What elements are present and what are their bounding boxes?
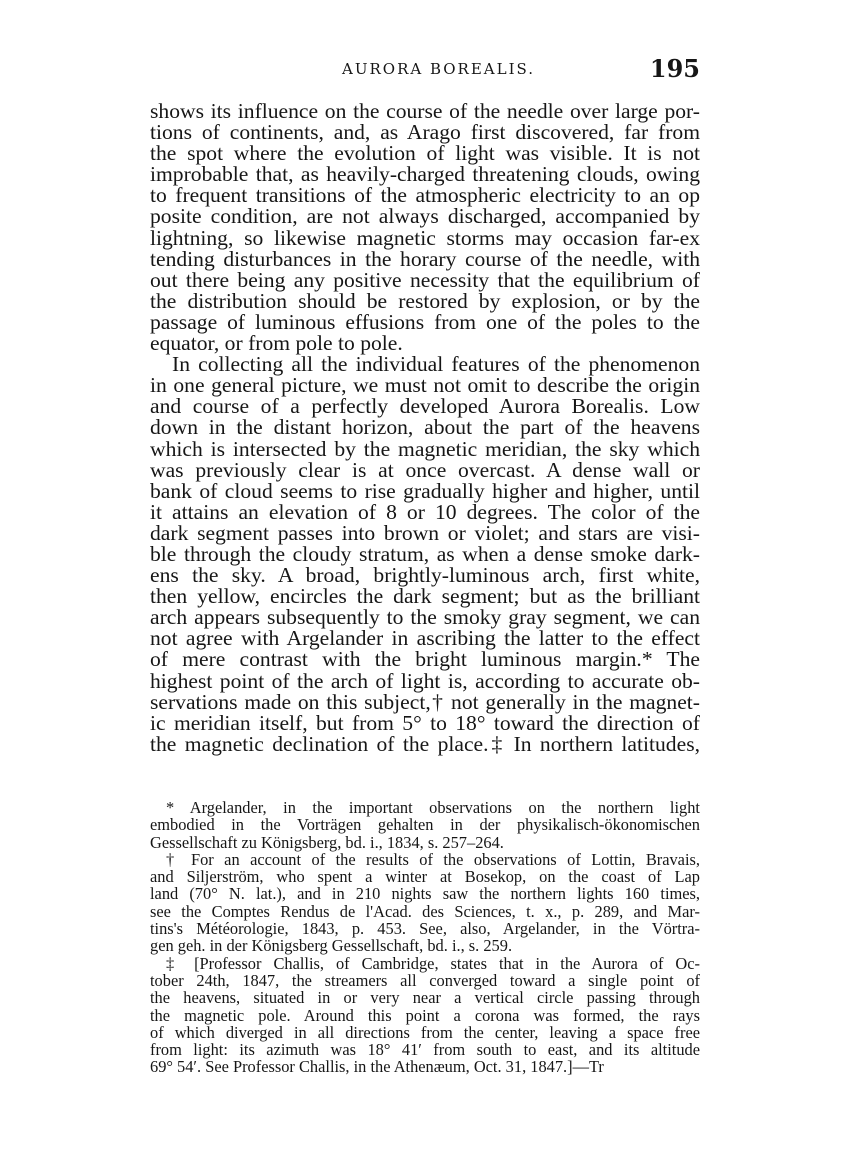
text-line: then yellow, encircles the dark segment; but as the brilliant [150, 584, 700, 609]
text-line: tending disturbances in the horary course of the needle, with [150, 246, 700, 271]
running-title: AURORA BOREALIS. [342, 60, 536, 78]
text-line: posite condition, are not always discharged, accompanied by [150, 204, 700, 229]
text-line: it attains an elevation of 8 or 10 degrees. The color of the [150, 499, 700, 524]
footnote-line: from light: its azimuth was 18° 41′ from south to east, and its altitude [150, 1040, 700, 1060]
text-line: was previously clear is at once overcast. A dense wall or [150, 457, 700, 482]
footnote-line: embodied in the Vorträgen gehalten in der physikalisch-ökonomischen [150, 815, 700, 835]
text-line: improbable that, as heavily-charged threatening clouds, owing [150, 162, 700, 187]
text-line: the magnetic declination of the place.‡ In northern latitudes, [150, 731, 700, 756]
footnote-line: the heavens, situated in or very near a vertical circle passing through [150, 988, 700, 1008]
footnotes [150, 799, 700, 1076]
text-line: and course of a perfectly developed Aurora Borealis. Low [150, 394, 700, 419]
text-line: arch appears subsequently to the smoky gray segment, we can [150, 605, 700, 630]
text-line: which is intersected by the magnetic meridian, the sky which [150, 436, 700, 461]
text-line: equator, or from pole to pole. [150, 331, 403, 356]
footnote-line: tins's Météorologie, 1843, p. 453. See, also, Argelander, in the Vörtra- [150, 919, 700, 939]
main-text [150, 101, 700, 755]
text-line: not agree with Argelander in ascribing the latter to the effect [150, 626, 700, 651]
text-line: ble through the cloudy stratum, as when a dense smoke dark- [150, 541, 700, 566]
text-line: In collecting all the individual features of the phenomenon [172, 352, 700, 377]
page-header [150, 54, 700, 88]
footnote-line: and Siljerström, who spent a winter at Bosekop, on the coast of Lap [150, 867, 700, 887]
text-line: ens the sky. A broad, brightly-luminous arch, first white, [150, 563, 700, 588]
text-line: of mere contrast with the bright luminous margin.* The [150, 647, 700, 672]
page-number: 195 [649, 54, 700, 83]
text-line: down in the distant horizon, about the part of the heavens [150, 415, 700, 440]
text-line: bank of cloud seems to rise gradually higher and higher, until [150, 478, 700, 503]
text-line: highest point of the arch of light is, according to accurate ob- [150, 668, 700, 693]
footnote-line: the magnetic pole. Around this point a corona was formed, the rays [150, 1005, 700, 1025]
text-line: dark segment passes into brown or violet; and stars are visi- [150, 520, 700, 545]
text-line: passage of luminous effusions from one of the poles to the [150, 309, 700, 334]
footnote-line: gen geh. in der Königsberg Gessellschaft, bd. i., s. 259. [150, 936, 513, 956]
footnote-line: see the Comptes Rendus de l'Acad. des Sciences, t. x., p. 289, and Mar- [150, 901, 700, 921]
text-line: servations made on this subject,† not generally in the magnet- [150, 689, 700, 714]
footnote-line: ‡ [Professor Challis, of Cambridge, states that in the Aurora of Oc- [166, 953, 700, 973]
text-line: tions of continents, and, as Arago first discovered, far from [150, 120, 700, 145]
footnote-line: tober 24th, 1847, the streamers all converged toward a single point of [150, 970, 700, 990]
footnote-line: 69° 54′. See Professor Challis, in the Athenæum, Oct. 31, 1847.]—Tr [150, 1057, 604, 1077]
text-line: lightning, so likewise magnetic storms may occasion far-ex [150, 225, 700, 250]
text-line: out there being any positive necessity that the equilibrium of [150, 267, 700, 292]
footnote-line: Gessellschaft zu Königsberg, bd. i., 1834, s. 257–264. [150, 832, 504, 852]
text-line: ic meridian itself, but from 5° to 18° toward the direction of [150, 710, 700, 735]
text-line: to frequent transitions of the atmospheric electricity to an op [150, 183, 700, 208]
footnote-line: † For an account of the results of the observations of Lottin, Bravais, [166, 849, 700, 869]
text-line: the spot where the evolution of light was visible. It is not [150, 141, 700, 166]
text-line: in one general picture, we must not omit to describe the origin [150, 373, 700, 398]
footnote-line: land (70° N. lat.), and in 210 nights saw the northern lights 160 times, [150, 884, 700, 904]
text-line: the distribution should be restored by explosion, or by the [150, 288, 700, 313]
text-line: shows its influence on the course of the needle over large por- [150, 99, 700, 123]
footnote-line: * Argelander, in the important observations on the northern light [166, 798, 700, 817]
footnote-line: of which diverged in all directions from the center, leaving a space free [150, 1022, 700, 1042]
